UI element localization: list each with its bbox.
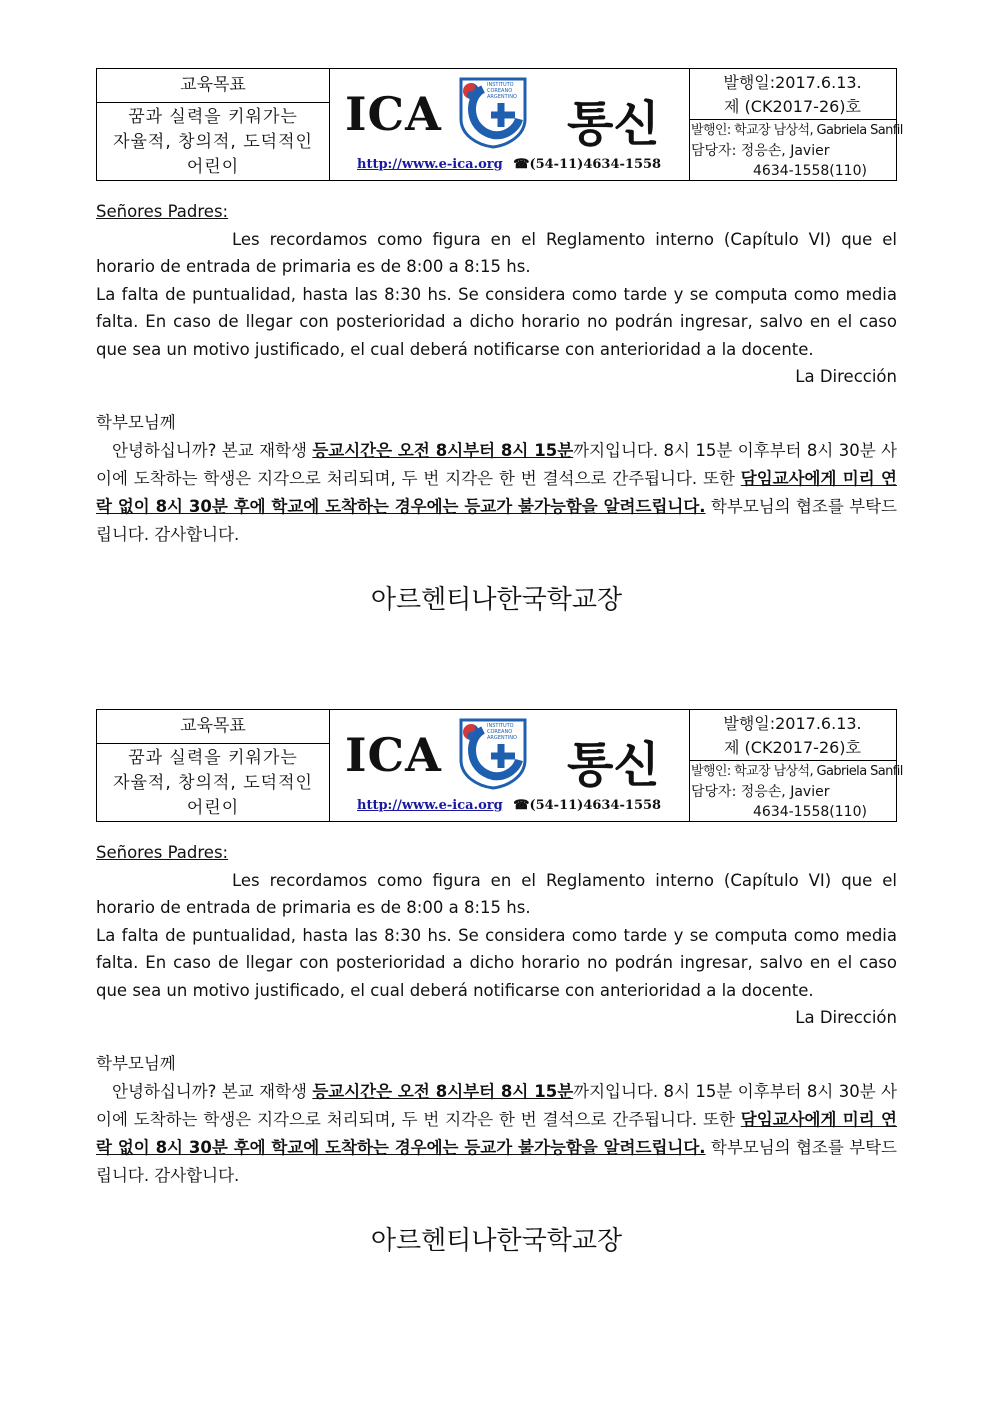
brand-name: ICA	[345, 728, 442, 782]
korean-text: 안녕하십니까? 본교 재학생	[112, 440, 313, 460]
korean-greeting: 학부모님께	[96, 1053, 176, 1073]
website-link[interactable]: http://www.e-ica.org	[357, 157, 503, 172]
goal-line: 꿈과 실력을 키워가는	[128, 107, 298, 127]
svg-text:INSTITUTO: INSTITUTO	[487, 82, 514, 88]
notice-1	[96, 68, 903, 616]
korean-emphasis: 담임교사에게 미리 연락 없이 8시 30분 후에 학교에 도착하는 경우에는 등교가 불가능함을 알려드립니다.	[96, 468, 897, 516]
issue-number: 제 (CK2017-26)호	[689, 736, 896, 761]
korean-emphasis: 담임교사에게 미리 연락 없이 8시 30분 후에 학교에 도착하는 경우에는 등교가 불가능함을 알려드립니다.	[96, 1109, 897, 1157]
korean-text: 학부모님의 협조를 부탁드립니다. 감사합니다.	[96, 496, 897, 544]
svg-text:COREANO: COREANO	[487, 88, 513, 94]
svg-text:ARGENTINO: ARGENTINO	[487, 735, 517, 741]
contact-line	[357, 157, 661, 172]
school-logo	[457, 716, 529, 790]
phone-number: ☎(54-11)4634-1558	[513, 798, 662, 813]
goal-line: 자율적, 창의적, 도덕적인	[113, 132, 313, 152]
goal-text	[97, 744, 329, 821]
svg-text:ARGENTINO: ARGENTINO	[487, 94, 517, 100]
spanish-paragraph: La falta de puntualidad, hasta las 8:30 hs. Se considera como tarde y se computa como media falta. En caso de llegar con posterioridad a dicho horario no podrán ingresar, salvo en el caso que sea un motivo justificado, el cual deberá notificarse con anterioridad a la docente.	[96, 284, 897, 359]
header-table	[96, 709, 903, 822]
goal-line: 꿈과 실력을 키워가는	[128, 748, 298, 768]
contact-line	[357, 798, 661, 813]
svg-text:COREANO: COREANO	[487, 729, 513, 735]
korean-paragraph	[96, 437, 897, 549]
education-goal-cell	[97, 710, 330, 821]
masthead-cell	[329, 710, 690, 821]
spanish-signature: La Dirección	[795, 367, 897, 386]
korean-emphasis: 등교시간은 오전 8시부터 8시 15분	[312, 1081, 574, 1101]
svg-text:INSTITUTO: INSTITUTO	[487, 723, 514, 729]
goal-title: 교육목표	[97, 69, 329, 103]
goal-title: 교육목표	[97, 710, 329, 744]
goal-line: 어린이	[186, 157, 240, 177]
school-logo	[457, 75, 529, 149]
manager-phone: 4634-1558(110)	[753, 804, 867, 820]
education-goal-cell	[97, 69, 330, 180]
spanish-greeting: Señores Padres:	[96, 843, 229, 862]
spanish-greeting: Señores Padres:	[96, 202, 229, 221]
newsletter-title: 통신	[567, 96, 660, 152]
spanish-paragraph: La falta de puntualidad, hasta las 8:30 hs. Se considera como tarde y se computa como media falta. En caso de llegar con posterioridad a dicho horario no podrán ingresar, salvo en el caso que sea un motivo justificado, el cual deberá notificarse con anterioridad a la docente.	[96, 925, 897, 1000]
spanish-paragraph: Les recordamos como figura en el Reglamento interno (Capítulo VI) que el horario de entrada de primaria es de 8:00 a 8:15 hs.	[96, 229, 897, 276]
newsletter-title: 통신	[567, 737, 660, 793]
spanish-paragraph: Les recordamos como figura en el Reglamento interno (Capítulo VI) que el horario de entrada de primaria es de 8:00 a 8:15 hs.	[96, 870, 897, 917]
manager-phone: 4634-1558(110)	[753, 163, 867, 179]
goal-line: 어린이	[186, 798, 240, 818]
korean-emphasis: 등교시간은 오전 8시부터 8시 15분	[312, 440, 574, 460]
korean-text: 안녕하십니까? 본교 재학생	[112, 1081, 313, 1101]
header-table	[96, 68, 903, 181]
korean-signature: 아르헨티나한국학교장	[370, 1225, 623, 1256]
spanish-signature: La Dirección	[795, 1008, 897, 1027]
spanish-section	[96, 198, 897, 363]
publication-info-cell	[689, 69, 903, 180]
publication-info-cell	[689, 710, 903, 821]
masthead-cell	[329, 69, 690, 180]
korean-text: 까지입니다. 8시 15분 이후부터 8시 30분 사이에 도착하는 학생은 지각으로 처리되며, 두 번 지각은 한 번 결석으로 간주됩니다. 또한	[96, 440, 897, 488]
manager: 담당자: 정응손, Javier	[691, 784, 830, 800]
publish-date: 발행일:2017.6.13.	[723, 73, 862, 92]
issue-number: 제 (CK2017-26)호	[689, 95, 896, 120]
korean-greeting: 학부모님께	[96, 412, 176, 432]
korean-signature: 아르헨티나한국학교장	[370, 584, 623, 615]
manager: 담당자: 정응손, Javier	[691, 143, 830, 159]
publisher: 발행인: 학교장 남상석, Gabriela Sanfil	[691, 123, 903, 138]
korean-text: 학부모님의 협조를 부탁드립니다. 감사합니다.	[96, 1137, 897, 1185]
korean-section	[96, 409, 897, 549]
phone-number: ☎(54-11)4634-1558	[513, 157, 662, 172]
notice-2	[96, 709, 903, 1257]
korean-paragraph	[96, 1078, 897, 1190]
publisher: 발행인: 학교장 남상석, Gabriela Sanfil	[691, 764, 903, 779]
brand-name: ICA	[345, 87, 442, 141]
goal-text	[97, 103, 329, 180]
spanish-section	[96, 839, 897, 1004]
goal-line: 자율적, 창의적, 도덕적인	[113, 773, 313, 793]
publish-date: 발행일:2017.6.13.	[723, 714, 862, 733]
korean-text: 까지입니다. 8시 15분 이후부터 8시 30분 사이에 도착하는 학생은 지각으로 처리되며, 두 번 지각은 한 번 결석으로 간주됩니다. 또한	[96, 1081, 897, 1129]
korean-section	[96, 1050, 897, 1190]
website-link[interactable]: http://www.e-ica.org	[357, 798, 503, 813]
